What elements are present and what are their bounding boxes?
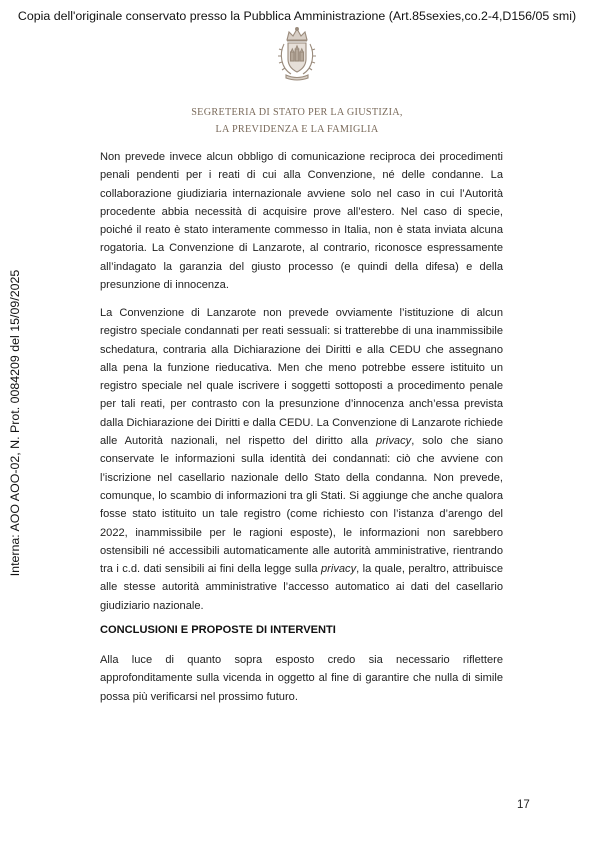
protocol-stamp-text: Interna: AOO AOO-02, N. Prot. 0084209 del 15/09/2025	[8, 269, 22, 577]
section-heading: CONCLUSIONI E PROPOSTE DI INTERVENTI	[100, 624, 336, 636]
paragraph-3: Alla luce di quanto sopra esposto credo sia necessario riflettere approfonditamente sulla vicenda in oggetto al fine di garantire che nulla di simile possa più verificarsi nel prossimo futuro.	[100, 654, 503, 703]
paragraph-2	[100, 304, 503, 615]
coat-of-arms-icon	[277, 26, 317, 82]
paragraph-1-block	[100, 148, 503, 294]
issuing-office	[0, 104, 594, 138]
italic-term-privacy: privacy	[376, 435, 412, 448]
paragraph-3-block	[100, 651, 503, 706]
office-line-1: SEGRETERIA DI STATO PER LA GIUSTIZIA,	[191, 107, 403, 118]
page-number: 17	[517, 799, 530, 811]
paragraph-1: Non prevede invece alcun obbligo di comunicazione reciproca dei procedimenti penali pendenti per i reati di cui alla Convenzione, né delle condanne. La collaborazione giudiziaria internazionale avviene solo nel caso in cui l’Autorità procedente abbia necessità di acquisire prove all’estero. Nel caso di specie, poiché il reato è stato interamente commesso in Italia, non è stata inviata alcuna rogatoria. La Convenzione di Lanzarote, al contrario, riconosce espressamente all’indagato la garanzia del giusto processo (e quindi della difesa) e della presunzione di innocenza.	[100, 151, 503, 292]
italic-term-privacy: privacy	[321, 563, 357, 576]
paragraph-2-part-2: , solo che siano conservate le informazioni sulla identità dei condannati: ciò che avviene con l’iscrizione nel casellario nazionale dello Stato della condanna. Non prevede, comunque, lo scambio di informazioni tra gli Stati. Si aggiunge che anche qualora fosse stato istituito un tale registro (come richiesto con l’istanza d’arengo del 2022, inammissibile per le ragioni esposte), le informazioni non sarebbero ostensibili né accessibili automaticamente alle autorità amministrative, rientrando tra i c.d. dati sensibili ai fini della legge sulla	[100, 435, 503, 576]
copy-notice: Copia dell'originale conservato presso la Pubblica Amministrazione (Art.85sexies,co.2-4,D156/05 smi)	[17, 9, 577, 23]
paragraph-2-part-3: , la quale, peraltro, attribuisce alle stesse autorità amministrative l’accesso automatico ai dati del casellario giudiziario nazionale.	[100, 563, 503, 612]
paragraph-2-block	[100, 304, 503, 615]
office-line-2: LA PREVIDENZA E LA FAMIGLIA	[215, 124, 379, 135]
protocol-stamp	[2, 268, 28, 578]
paragraph-2-part-1: La Convenzione di Lanzarote non prevede ovviamente l’istituzione di alcun registro speciale condannati per reati sessuali: si tratterebbe di una inammissibile schedatura, contraria alla Dichiarazione dei Diritti e alla CEDU che assegnano alla pena la funzione rieducativa. Men che meno potrebbe essere istituito un registro speciale nel quale iscrivere i soggetti sottoposti a procedimento penale per tali reati, per contrasto con la presunzione d’innocenza anch’essa prevista dalla Dichiarazione dei Diritti e dalla CEDU. La Convenzione di Lanzarote richiede alle Autorità nazionali, nel rispetto del diritto alla	[100, 307, 503, 448]
